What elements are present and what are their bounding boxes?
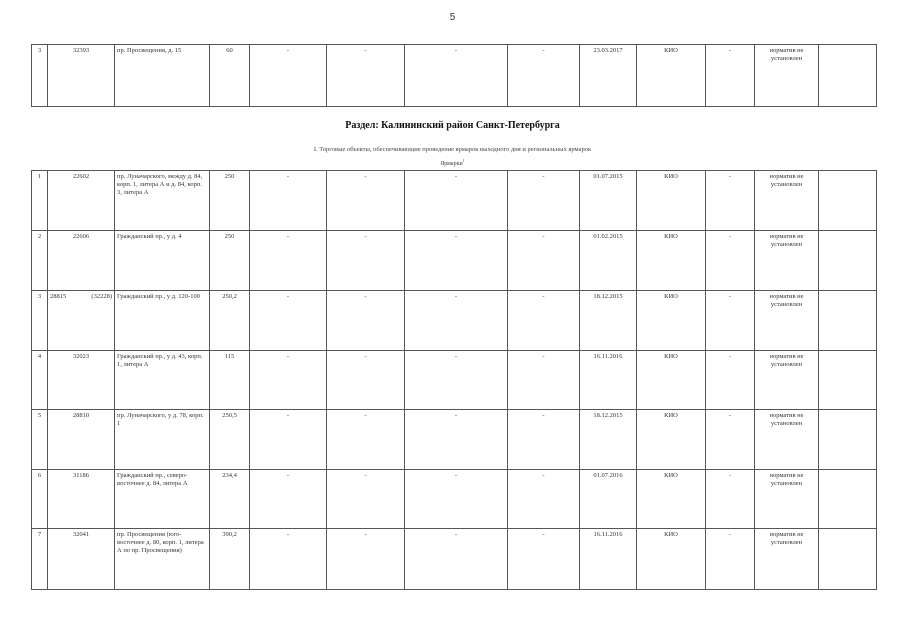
empty-cell: [819, 351, 877, 410]
dash-cell: -: [706, 470, 755, 529]
address-cell: Гражданский пр., северо-восточнее д. 84, литера А: [115, 470, 210, 529]
dash-cell: -: [405, 410, 508, 470]
object-id-extra: (32228): [91, 293, 112, 300]
empty-cell: [819, 410, 877, 470]
date-cell: 16.11.2016: [580, 351, 637, 410]
empty-cell: [819, 231, 877, 291]
carryover-table: [31, 44, 877, 107]
row-number: 5: [32, 410, 48, 470]
dash-cell: -: [327, 410, 405, 470]
subsection-title: I. Торговые объекты, обеспечивающие проведение ярмарок выходного дня и региональных ярмарок: [313, 146, 592, 153]
org-cell: КИО: [637, 45, 706, 107]
dash-cell: -: [405, 45, 508, 107]
dash-cell: -: [405, 291, 508, 351]
org-cell: КИО: [637, 351, 706, 410]
table-row: [32, 45, 877, 107]
row-number: 3: [32, 291, 48, 351]
table-row: [32, 231, 877, 291]
dash-cell: -: [327, 529, 405, 590]
dash-cell: -: [250, 291, 327, 351]
address-cell: пр. Просвещения, д. 15: [115, 45, 210, 107]
area-cell: 250: [210, 171, 250, 231]
area-cell: 234,4: [210, 470, 250, 529]
empty-cell: [819, 171, 877, 231]
dash-cell: -: [706, 529, 755, 590]
row-number: 6: [32, 470, 48, 529]
dash-cell: -: [405, 529, 508, 590]
dash-cell: -: [250, 410, 327, 470]
dash-cell: -: [508, 45, 580, 107]
area-cell: 60: [210, 45, 250, 107]
date-cell: 18.12.2015: [580, 291, 637, 351]
dash-cell: -: [250, 231, 327, 291]
table-row: [32, 351, 877, 410]
dash-cell: -: [405, 470, 508, 529]
dash-cell: -: [706, 171, 755, 231]
org-cell: КИО: [637, 291, 706, 351]
dash-cell: -: [508, 410, 580, 470]
object-id: 28810: [48, 410, 115, 470]
row-number: 1: [32, 171, 48, 231]
table-row: [32, 171, 877, 231]
dash-cell: -: [327, 231, 405, 291]
object-id: 32393: [48, 45, 115, 107]
address-cell: Гражданский пр., у д. 43, корп. 1, литера А: [115, 351, 210, 410]
dash-cell: -: [250, 171, 327, 231]
area-cell: 250,5: [210, 410, 250, 470]
address-cell: пр. Луначарского, у д. 78, корп. 1: [115, 410, 210, 470]
address-cell: Гражданский пр., у д. 120-100: [115, 291, 210, 351]
date-cell: 23.03.2017: [580, 45, 637, 107]
norm-cell: норматив не установлен: [755, 470, 819, 529]
empty-cell: [819, 291, 877, 351]
dash-cell: -: [327, 291, 405, 351]
date-cell: 01.07.2015: [580, 171, 637, 231]
norm-cell: норматив не установлен: [755, 410, 819, 470]
dash-cell: -: [327, 45, 405, 107]
row-number: 3: [32, 45, 48, 107]
row-number: 7: [32, 529, 48, 590]
object-id: 32023: [48, 351, 115, 410]
dash-cell: -: [250, 45, 327, 107]
object-id: 22606: [48, 231, 115, 291]
dash-cell: -: [706, 231, 755, 291]
norm-cell: норматив не установлен: [755, 231, 819, 291]
object-id-main: 28815: [50, 293, 67, 300]
area-cell: 115: [210, 351, 250, 410]
dash-cell: -: [508, 470, 580, 529]
dash-cell: -: [250, 470, 327, 529]
org-cell: КИО: [637, 410, 706, 470]
dash-cell: -: [250, 351, 327, 410]
dash-cell: -: [508, 291, 580, 351]
object-id: 32041: [48, 529, 115, 590]
address-cell: Гражданский пр., у д. 4: [115, 231, 210, 291]
dash-cell: -: [508, 231, 580, 291]
date-cell: 01.02.2015: [580, 231, 637, 291]
dash-cell: -: [405, 171, 508, 231]
page-number: 5: [449, 12, 456, 23]
section-title: Раздел: Калининский район Санкт-Петербурга: [345, 120, 560, 131]
dash-cell: -: [706, 45, 755, 107]
address-cell: пр. Луначарского, между д. 84, корп. 1, литера А и д. 84, корп. 3, литера А: [115, 171, 210, 231]
dash-cell: -: [405, 231, 508, 291]
dash-cell: -: [706, 410, 755, 470]
object-id: [48, 291, 115, 351]
dash-cell: -: [508, 351, 580, 410]
dash-cell: -: [508, 529, 580, 590]
object-id: 22602: [48, 171, 115, 231]
area-cell: 390,2: [210, 529, 250, 590]
dash-cell: -: [508, 171, 580, 231]
empty-cell: [819, 45, 877, 107]
norm-cell: норматив не установлен: [755, 529, 819, 590]
date-cell: 01.07.2016: [580, 470, 637, 529]
table-row: [32, 529, 877, 590]
dash-cell: -: [706, 291, 755, 351]
dash-cell: -: [405, 351, 508, 410]
dash-cell: -: [327, 351, 405, 410]
org-cell: КИО: [637, 231, 706, 291]
date-cell: 16.11.2016: [580, 529, 637, 590]
dash-cell: -: [327, 171, 405, 231]
empty-cell: [819, 529, 877, 590]
subsection-note: [0, 158, 905, 167]
norm-cell: норматив не установлен: [755, 291, 819, 351]
table-row: [32, 410, 877, 470]
dash-cell: -: [706, 351, 755, 410]
area-cell: 250: [210, 231, 250, 291]
dash-cell: -: [327, 470, 405, 529]
table-row: [32, 291, 877, 351]
org-cell: КИО: [637, 470, 706, 529]
empty-cell: [819, 470, 877, 529]
org-cell: КИО: [637, 171, 706, 231]
norm-cell: норматив не установлен: [755, 45, 819, 107]
row-number: 2: [32, 231, 48, 291]
row-number: 4: [32, 351, 48, 410]
address-cell: пр. Просвещения (юго-восточнее д. 80, корп. 1, литера А по пр. Просвещения): [115, 529, 210, 590]
dash-cell: -: [250, 529, 327, 590]
object-id: 31186: [48, 470, 115, 529]
area-cell: 250,2: [210, 291, 250, 351]
org-cell: КИО: [637, 529, 706, 590]
footnote-marker: 1: [462, 158, 465, 163]
norm-cell: норматив не установлен: [755, 351, 819, 410]
subsection-note-text: Ярмарки: [440, 161, 463, 167]
table-row: [32, 470, 877, 529]
date-cell: 18.12.2015: [580, 410, 637, 470]
norm-cell: норматив не установлен: [755, 171, 819, 231]
fairs-table: [31, 170, 877, 590]
